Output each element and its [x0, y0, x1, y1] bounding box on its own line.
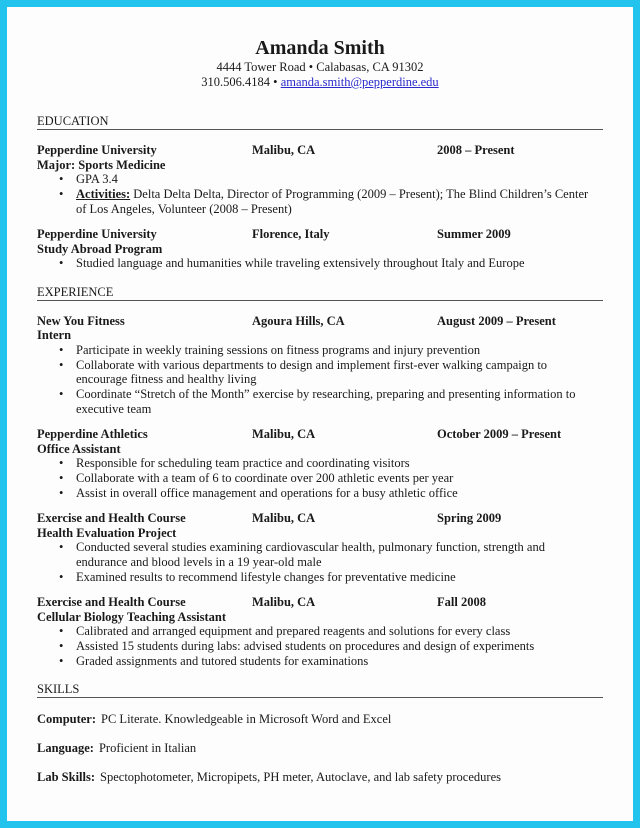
entry-header [37, 314, 603, 329]
date-range: 2008 – Present [437, 143, 515, 157]
address: 4444 Tower Road • Calabasas, CA 91302 [216, 60, 424, 74]
list-item [37, 624, 603, 639]
organization: Pepperdine Athletics [37, 427, 148, 441]
location: Malibu, CA [252, 143, 316, 157]
list-item [37, 570, 603, 585]
skill-text: Spectophotometer, Micropipets, PH meter, Autoclave, and lab safety procedures [100, 769, 501, 784]
bullet-icon: • [59, 485, 64, 500]
organization: Exercise and Health Course [37, 595, 186, 609]
list-item [37, 654, 603, 669]
list-item [37, 471, 603, 486]
role-title: Health Evaluation Project [37, 525, 177, 540]
list-item [37, 387, 603, 416]
bullet-text: Collaborate with a team of 6 to coordinate over 200 athletic events per year [76, 471, 454, 486]
entry [37, 427, 603, 501]
entry-header [37, 427, 603, 442]
organization: Exercise and Health Course [37, 511, 186, 525]
location: Florence, Italy [252, 227, 330, 241]
location: Malibu, CA [252, 427, 316, 441]
location: Malibu, CA [252, 511, 316, 525]
bullet-text: Assisted 15 students during labs: advised students on procedures and design of experiments [76, 639, 535, 654]
bullet-icon: • [59, 471, 64, 486]
bullet-icon: • [59, 342, 64, 357]
resume-page [7, 7, 633, 821]
organization: Pepperdine University [37, 227, 157, 241]
date-range: Fall 2008 [437, 595, 486, 609]
skill-item [37, 770, 603, 785]
entry [37, 227, 603, 271]
bullet-text: Calibrated and arranged equipment and prepared reagents and solutions for every class [76, 624, 511, 639]
bullet-icon: • [59, 624, 64, 639]
bullet-text: Delta Delta Delta, Director of Programming (2009 – Present); The Blind Children’s Center of Los Angeles, Volunteer (2008 – Present) [76, 187, 589, 216]
bullet-icon: • [59, 256, 64, 271]
date-range: October 2009 – Present [437, 427, 562, 441]
bullet-text: Conducted several studies examining cardiovascular health, pulmonary function, strength and endurance and blood levels in a 19 year-old male [76, 540, 545, 570]
list-item [37, 540, 603, 569]
section-heading-education: EDUCATION [37, 114, 603, 130]
date-range: Spring 2009 [437, 511, 502, 525]
bullet-text: Examined results to recommend lifestyle changes for preventative medicine [76, 569, 456, 584]
entry-header [37, 227, 603, 242]
resume-content [37, 7, 603, 785]
bullet-icon: • [59, 187, 64, 202]
bullet-list [37, 343, 603, 417]
list-item [37, 639, 603, 654]
role-title: Major: Sports Medicine [37, 157, 166, 172]
entry [37, 595, 603, 669]
entry [37, 314, 603, 417]
bullet-icon: • [59, 357, 64, 372]
contact-line [37, 75, 603, 90]
bullet-text: Studied language and humanities while traveling extensively throughout Italy and Europe [76, 256, 525, 271]
bullet-icon: • [59, 456, 64, 471]
entry [37, 143, 603, 217]
bullet-label: Activities: [76, 187, 131, 202]
candidate-name: Amanda Smith [255, 37, 385, 59]
organization: Pepperdine University [37, 143, 157, 157]
entry-header [37, 143, 603, 158]
bullet-text: Graded assignments and tutored students for examinations [76, 653, 369, 668]
list-item [37, 172, 603, 187]
skill-text: PC Literate. Knowledgeable in Microsoft Word and Excel [101, 711, 392, 726]
bullet-text: Participate in weekly training sessions on fitness programs and injury prevention [76, 342, 481, 357]
bullet-icon: • [59, 653, 64, 668]
role-title: Cellular Biology Teaching Assistant [37, 609, 227, 624]
bullet-list [37, 172, 603, 216]
section-heading-experience: EXPERIENCE [37, 285, 603, 301]
role-title: Study Abroad Program [37, 241, 163, 256]
organization: New You Fitness [37, 313, 125, 328]
bullet-list [37, 256, 603, 271]
skill-label: Language: [37, 740, 94, 755]
education-entries [37, 143, 603, 271]
bullet-list [37, 540, 603, 584]
bullet-icon: • [59, 387, 64, 402]
bullet-text: Collaborate with various departments to design and implement first-ever walking campaign to encourage fitness and healthy living [76, 357, 548, 387]
bullet-text: Coordinate “Stretch of the Month” exercise by researching, preparing and presenting information to executive team [76, 387, 576, 416]
experience-entries [37, 314, 603, 669]
list-item [37, 456, 603, 471]
bullet-list [37, 456, 603, 500]
list-item [37, 187, 603, 216]
skills-list [37, 712, 603, 785]
bullet-text: GPA 3.4 [76, 172, 118, 187]
email-link[interactable]: amanda.smith@pepperdine.edu [280, 75, 439, 89]
skill-text: Proficient in Italian [98, 740, 197, 755]
list-item [37, 358, 603, 387]
bullet-text: Assist in overall office management and operations for a busy athletic office [76, 485, 458, 500]
list-item [37, 256, 603, 271]
skill-label: Computer: [37, 711, 97, 726]
bullet-icon: • [59, 639, 64, 654]
list-item [37, 486, 603, 501]
location: Agoura Hills, CA [252, 313, 345, 328]
skill-label: Lab Skills: [37, 769, 96, 784]
entry-header [37, 595, 603, 610]
entry-header [37, 511, 603, 526]
skill-item [37, 712, 603, 727]
section-heading-skills: SKILLS [37, 682, 603, 698]
list-item [37, 343, 603, 358]
bullet-list [37, 624, 603, 668]
location: Malibu, CA [252, 595, 316, 609]
skill-item [37, 741, 603, 756]
date-range: Summer 2009 [437, 227, 511, 241]
date-range: August 2009 – Present [437, 313, 556, 328]
bullet-icon: • [59, 172, 64, 187]
role-title: Intern [37, 328, 72, 343]
bullet-icon: • [59, 540, 64, 555]
bullet-icon: • [59, 569, 64, 584]
role-title: Office Assistant [37, 441, 121, 456]
phone: 310.506.4184 • [201, 75, 278, 89]
entry [37, 511, 603, 585]
bullet-text: Responsible for scheduling team practice and coordinating visitors [76, 456, 410, 471]
